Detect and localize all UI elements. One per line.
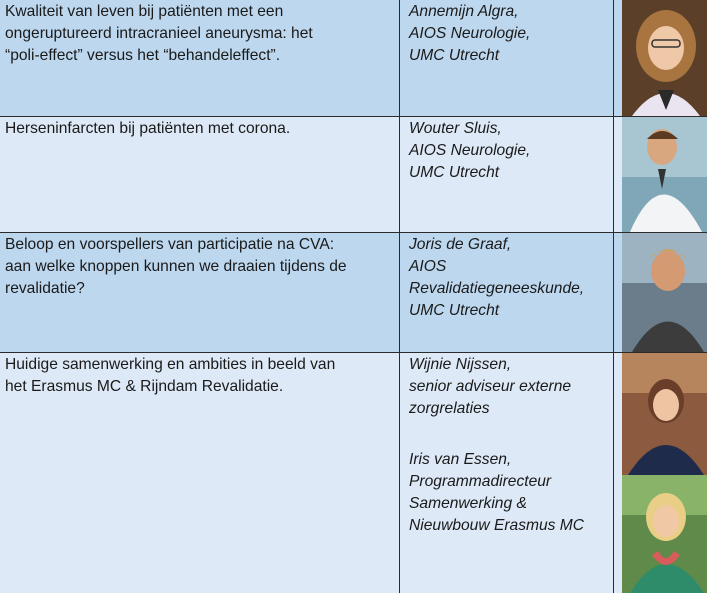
topic-text: Kwaliteit van leven bij patiënten met een ongeruptureerd intracranieel aneurysma: het “poli-effect” versus het “behandeleffect”. <box>5 3 313 64</box>
table-row <box>0 117 707 233</box>
speaker-photo <box>622 353 707 475</box>
topic-text: Huidige samenwerking en ambities in beeld van het Erasmus MC & Rijndam Revalidatie. <box>5 356 336 395</box>
topic-cell <box>0 117 400 232</box>
table-row <box>0 0 707 117</box>
table-row <box>0 353 707 593</box>
topic-text: Herseninfarcten bij patiënten met corona. <box>5 120 291 137</box>
speaker-text: Iris van Essen, Programmadirecteur Samenwerking & Nieuwbouw Erasmus MC <box>409 451 585 534</box>
speaker-text: Wijnie Nijssen, senior adviseur externe zorgrelaties <box>409 356 572 417</box>
topic-text: Beloop en voorspellers van participatie na CVA: aan welke knoppen kunnen we draaien tijdens de revalidatie? <box>5 236 347 297</box>
speaker-cell <box>400 117 614 232</box>
speaker-text: Wouter Sluis, AIOS Neurologie, UMC Utrecht <box>409 120 531 181</box>
speaker-text: Annemijn Algra, AIOS Neurologie, UMC Utrecht <box>409 3 531 64</box>
speaker-text: Joris de Graaf, AIOS Revalidatiegeneeskunde, UMC Utrecht <box>409 236 585 319</box>
topic-cell <box>0 353 400 593</box>
speaker-photo <box>622 117 707 232</box>
photo-cell <box>614 353 707 593</box>
speaker-photo <box>622 475 707 593</box>
speaker-cell <box>400 0 614 116</box>
topic-cell <box>0 0 400 116</box>
speaker-cell <box>400 233 614 352</box>
photo-cell <box>614 0 707 116</box>
table-row <box>0 233 707 353</box>
photo-cell <box>614 233 707 352</box>
speaker-cell <box>400 353 614 593</box>
photo-cell <box>614 117 707 232</box>
speaker-photo <box>622 233 707 352</box>
speaker-photo <box>622 0 707 116</box>
topic-cell <box>0 233 400 352</box>
